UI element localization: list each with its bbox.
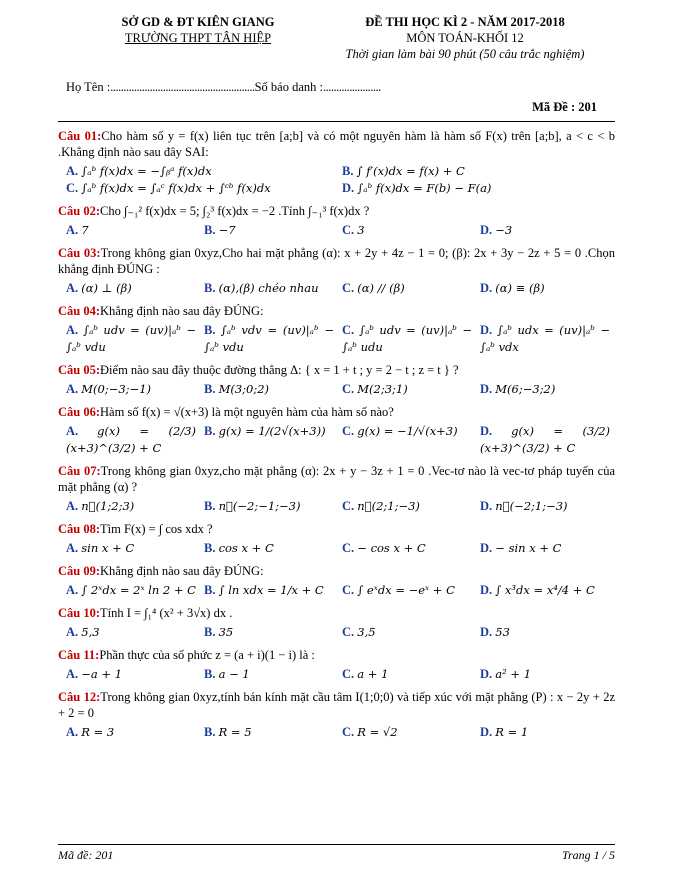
option-text: g(x) = 1/(2√(x+3)) (218, 424, 326, 438)
option-key: A. (66, 667, 79, 681)
option-text: (α) ≡ (β) (495, 281, 545, 295)
option-list (58, 498, 615, 515)
option-key: B. (204, 323, 216, 337)
option-text: R = √2 (357, 725, 398, 739)
answer-option[interactable] (58, 582, 196, 599)
option-key: B. (204, 382, 216, 396)
answer-option[interactable] (472, 222, 610, 239)
option-key: A. (66, 164, 79, 178)
option-text: M(0;−3;−1) (81, 382, 151, 396)
page-footer (58, 844, 615, 863)
answer-option[interactable] (472, 666, 610, 683)
answer-option[interactable] (472, 381, 610, 398)
option-text: 5,3 (81, 625, 100, 639)
option-key: B. (204, 223, 216, 237)
option-list (58, 582, 615, 599)
option-key: C. (342, 499, 355, 513)
answer-option[interactable] (196, 280, 334, 297)
question (58, 463, 615, 515)
option-key: D. (480, 725, 493, 739)
option-key: C. (342, 625, 355, 639)
option-list (58, 381, 615, 398)
option-text: n⃗(−2;1;−3) (495, 499, 568, 513)
subject-line: MÔN TOÁN-KHỐI 12 (406, 31, 524, 45)
question-label: Câu 03: (58, 246, 101, 260)
answer-option[interactable] (58, 423, 196, 457)
option-key: D. (480, 499, 493, 513)
question-text: Trong không gian 0xyz,cho mặt phẳng (α): 2x + y − 3z + 1 = 0 .Vec-tơ nào là vec-tơ pháp tuyến của mặt phẳng (α) ? (58, 464, 615, 494)
time-line: Thời gian làm bài 90 phút (50 câu trắc nghiệm) (345, 47, 585, 61)
question-text: Cho hàm số y = f(x) liên tục trên [a;b] và có một nguyên hàm là hàm số F(x) trên [a;b], a < c < b .Khẳng định nào sau đây SAI: (58, 129, 615, 159)
option-key: D. (342, 181, 355, 195)
header-left (83, 14, 313, 62)
answer-option[interactable] (334, 624, 472, 641)
option-list (58, 540, 615, 557)
option-text: ∫ₐᵇ f(x)dx = ∫ₐᶜ f(x)dx + ∫ᶜᵇ f(x)dx (81, 181, 271, 195)
option-key: C. (342, 281, 355, 295)
question (58, 203, 615, 239)
name-blank: ....................................................... (110, 80, 255, 94)
exam-code: Mã Đề : 201 (532, 100, 597, 114)
option-list (58, 280, 615, 297)
header-divider (58, 121, 615, 122)
question-text: Khẳng định nào sau đây ĐÚNG: (100, 304, 264, 318)
option-text: 35 (218, 625, 234, 639)
option-text: 7 (81, 223, 89, 237)
question-list (58, 128, 615, 741)
question-label: Câu 01: (58, 129, 102, 143)
option-text: R = 3 (81, 725, 115, 739)
option-key: C. (66, 181, 79, 195)
question-text: Điểm nào sau đây thuộc đường thẳng Δ: { x = 1 + t ; y = 2 − t ; z = t } ? (100, 363, 459, 377)
answer-option[interactable] (472, 322, 610, 356)
answer-option[interactable] (58, 280, 196, 297)
option-text: g(x) = (3/2)(x+3)^(3/2) + C (480, 424, 611, 455)
answer-option[interactable] (334, 498, 472, 515)
option-text: − cos x + C (357, 541, 426, 555)
option-text: n⃗(2;1;−3) (357, 499, 420, 513)
answer-option[interactable] (334, 163, 610, 180)
option-key: D. (480, 281, 493, 295)
answer-option[interactable] (58, 222, 196, 239)
option-key: B. (204, 725, 216, 739)
option-key: A. (66, 223, 79, 237)
answer-option[interactable] (334, 582, 472, 599)
school-name: TRƯỜNG THPT TÂN HIỆP (124, 31, 272, 45)
answer-option[interactable] (196, 222, 334, 239)
option-key: D. (480, 223, 493, 237)
footer-code: Mã đề: 201 (58, 848, 114, 862)
answer-option[interactable] (196, 322, 334, 356)
answer-option[interactable] (58, 498, 196, 515)
question (58, 362, 615, 398)
answer-option[interactable] (58, 163, 334, 180)
option-text: g(x) = (2/3)(x+3)^(3/2) + C (66, 424, 197, 455)
option-list (58, 724, 615, 741)
question (58, 303, 615, 356)
answer-option[interactable] (196, 423, 334, 457)
answer-option[interactable] (58, 381, 196, 398)
option-text: −3 (495, 223, 513, 237)
option-list (58, 423, 615, 457)
option-key: C. (342, 541, 355, 555)
question-label: Câu 05: (58, 363, 101, 377)
option-key: C. (342, 725, 355, 739)
question (58, 245, 615, 297)
option-text: (α) ⊥ (β) (81, 281, 132, 295)
option-text: − sin x + C (495, 541, 562, 555)
option-key: A. (66, 499, 79, 513)
option-list (58, 666, 615, 683)
option-list (58, 163, 615, 197)
answer-option[interactable] (334, 666, 472, 683)
option-text: R = 5 (218, 725, 252, 739)
option-list (58, 624, 615, 641)
option-text: ∫ₐᵇ udv = (uv)|ₐᵇ − ∫ₐᵇ udu (342, 323, 472, 354)
option-text: ∫ₐᵇ vdv = (uv)|ₐᵇ − ∫ₐᵇ vdu (204, 323, 335, 354)
question-text: Trong không gian 0xyz,tính bán kính mặt cầu tâm I(1;0;0) và tiếp xúc với mặt phẳng (P) : x − 2y + 2z + 2 = 0 (58, 690, 615, 720)
option-text: ∫ₐᵇ f(x)dx = −∫ᵦᵃ f(x)dx (81, 164, 212, 178)
footer-page: Trang 1 / 5 (561, 848, 615, 862)
option-key: A. (66, 625, 79, 639)
answer-option[interactable] (472, 724, 610, 741)
exam-title: ĐỀ THI HỌC KÌ 2 - NĂM 2017-2018 (365, 15, 565, 29)
answer-option[interactable] (58, 540, 196, 557)
question-label: Câu 09: (58, 564, 101, 578)
option-key: D. (480, 625, 493, 639)
option-key: D. (480, 424, 493, 438)
option-text: cos x + C (218, 541, 274, 555)
option-key: A. (66, 281, 79, 295)
option-key: C. (342, 382, 355, 396)
option-key: B. (204, 583, 216, 597)
question-label: Câu 06: (58, 405, 101, 419)
answer-option[interactable] (334, 180, 610, 197)
option-key: A. (66, 583, 79, 597)
answer-option[interactable] (334, 724, 472, 741)
question (58, 404, 615, 457)
option-text: ∫ 2ˣdx = 2ˣ ln 2 + C (81, 583, 196, 597)
option-key: A. (66, 725, 79, 739)
question-text: Hàm số f(x) = √(x+3) là một nguyên hàm của hàm số nào? (100, 405, 394, 419)
option-key: B. (204, 281, 216, 295)
question-text: Phần thực của số phức z = (a + i)(1 − i) là : (99, 648, 315, 662)
answer-option[interactable] (58, 180, 334, 197)
option-key: C. (342, 424, 355, 438)
option-key: A. (66, 541, 79, 555)
department-name: SỞ GD & ĐT KIÊN GIANG (121, 15, 275, 29)
question (58, 647, 615, 683)
answer-option[interactable] (472, 540, 610, 557)
option-key: D. (480, 583, 493, 597)
question-text: Trong không gian 0xyz,Cho hai mặt phẳng (α): x + 2y + 4z − 1 = 0; (β): 2x + 3y − 2z + 5 = 0 .Chọn khẳng định ĐÚNG : (58, 246, 615, 276)
answer-option[interactable] (196, 582, 334, 599)
question (58, 689, 615, 741)
option-text: sin x + C (81, 541, 135, 555)
answer-option[interactable] (334, 381, 472, 398)
option-key: D. (480, 667, 493, 681)
option-key: D. (480, 323, 493, 337)
answer-option[interactable] (472, 498, 610, 515)
answer-option[interactable] (196, 381, 334, 398)
question-label: Câu 10: (58, 606, 101, 620)
option-key: C. (342, 323, 355, 337)
answer-option[interactable] (196, 724, 334, 741)
option-key: B. (204, 667, 216, 681)
answer-option[interactable] (334, 540, 472, 557)
answer-option[interactable] (472, 624, 610, 641)
option-key: B. (204, 424, 216, 438)
answer-option[interactable] (196, 498, 334, 515)
option-key: A. (66, 382, 79, 396)
option-key: A. (66, 323, 79, 337)
question-text: Khẳng định nào sau đây ĐÚNG: (100, 564, 264, 578)
option-text: 53 (495, 625, 510, 639)
question-label: Câu 07: (58, 464, 101, 478)
option-key: C. (342, 583, 355, 597)
option-text: 3 (357, 223, 365, 237)
question-text: Tìm F(x) = ∫ cos xdx ? (100, 522, 213, 536)
answer-option[interactable] (196, 540, 334, 557)
question-label: Câu 11: (58, 648, 100, 662)
exam-header (58, 14, 615, 62)
answer-option[interactable] (334, 423, 472, 457)
option-text: M(2;3;1) (357, 382, 408, 396)
option-text: −7 (218, 223, 236, 237)
option-text: R = 1 (495, 725, 529, 739)
question-text: Tính I = ∫₁⁴ (x² + 3√x) dx . (100, 606, 233, 620)
answer-option[interactable] (58, 322, 196, 356)
option-text: ∫ ln xdx = 1/x + C (218, 583, 324, 597)
option-text: M(6;−3;2) (495, 382, 556, 396)
question-label: Câu 02: (58, 204, 101, 218)
option-text: ∫ x³dx = x⁴/4 + C (495, 583, 595, 597)
answer-option[interactable] (196, 666, 334, 683)
question (58, 563, 615, 599)
option-list (58, 222, 615, 239)
question-label: Câu 04: (58, 304, 101, 318)
question (58, 605, 615, 641)
option-text: ∫ₐᵇ udx = (uv)|ₐᵇ − ∫ₐᵇ vdx (480, 323, 610, 354)
option-text: (α),(β) chéo nhau (218, 281, 319, 295)
question-label: Câu 08: (58, 522, 101, 536)
option-list (58, 322, 615, 356)
question-label: Câu 12: (58, 690, 101, 704)
option-text: n⃗(1;2;3) (81, 499, 135, 513)
option-text: a − 1 (218, 667, 250, 681)
option-text: M(3;0;2) (218, 382, 270, 396)
header-right (315, 14, 615, 62)
option-text: −a + 1 (81, 667, 123, 681)
answer-option[interactable] (472, 280, 610, 297)
answer-option[interactable] (196, 624, 334, 641)
option-text: ∫ f′(x)dx = f(x) + C (356, 164, 465, 178)
candidate-line (58, 80, 615, 95)
answer-option[interactable] (334, 222, 472, 239)
option-text: a + 1 (357, 667, 389, 681)
question (58, 521, 615, 557)
option-text: g(x) = −1/√(x+3) (357, 424, 458, 438)
option-key: B. (204, 499, 216, 513)
question (58, 128, 615, 197)
option-key: B. (204, 625, 216, 639)
question-text: Cho ∫₋₁² f(x)dx = 5; ∫₂³ f(x)dx = −2 .Tính ∫₋₁³ f(x)dx ? (100, 204, 370, 218)
answer-option[interactable] (472, 423, 610, 457)
id-blank: ...................... (323, 80, 381, 94)
option-key: B. (342, 164, 354, 178)
answer-option[interactable] (334, 322, 472, 356)
option-key: C. (342, 223, 355, 237)
answer-option[interactable] (58, 624, 196, 641)
option-key: C. (342, 667, 355, 681)
name-label: Họ Tên : (66, 80, 111, 94)
option-text: ∫ₐᵇ udv = (uv)|ₐᵇ − ∫ₐᵇ vdu (66, 323, 196, 354)
answer-option[interactable] (58, 666, 196, 683)
answer-option[interactable] (472, 582, 610, 599)
option-text: ∫ eˣdx = −eˣ + C (357, 583, 455, 597)
answer-option[interactable] (58, 724, 196, 741)
option-key: D. (480, 541, 493, 555)
option-text: (α) // (β) (357, 281, 405, 295)
answer-option[interactable] (334, 280, 472, 297)
option-text: 3,5 (357, 625, 376, 639)
option-text: a² + 1 (495, 667, 532, 681)
id-label: Số báo danh : (254, 80, 323, 94)
option-key: A. (66, 424, 79, 438)
option-text: ∫ₐᵇ f(x)dx = F(b) − F(a) (357, 181, 492, 195)
option-key: D. (480, 382, 493, 396)
option-text: n⃗(−2;−1;−3) (218, 499, 301, 513)
option-key: B. (204, 541, 216, 555)
